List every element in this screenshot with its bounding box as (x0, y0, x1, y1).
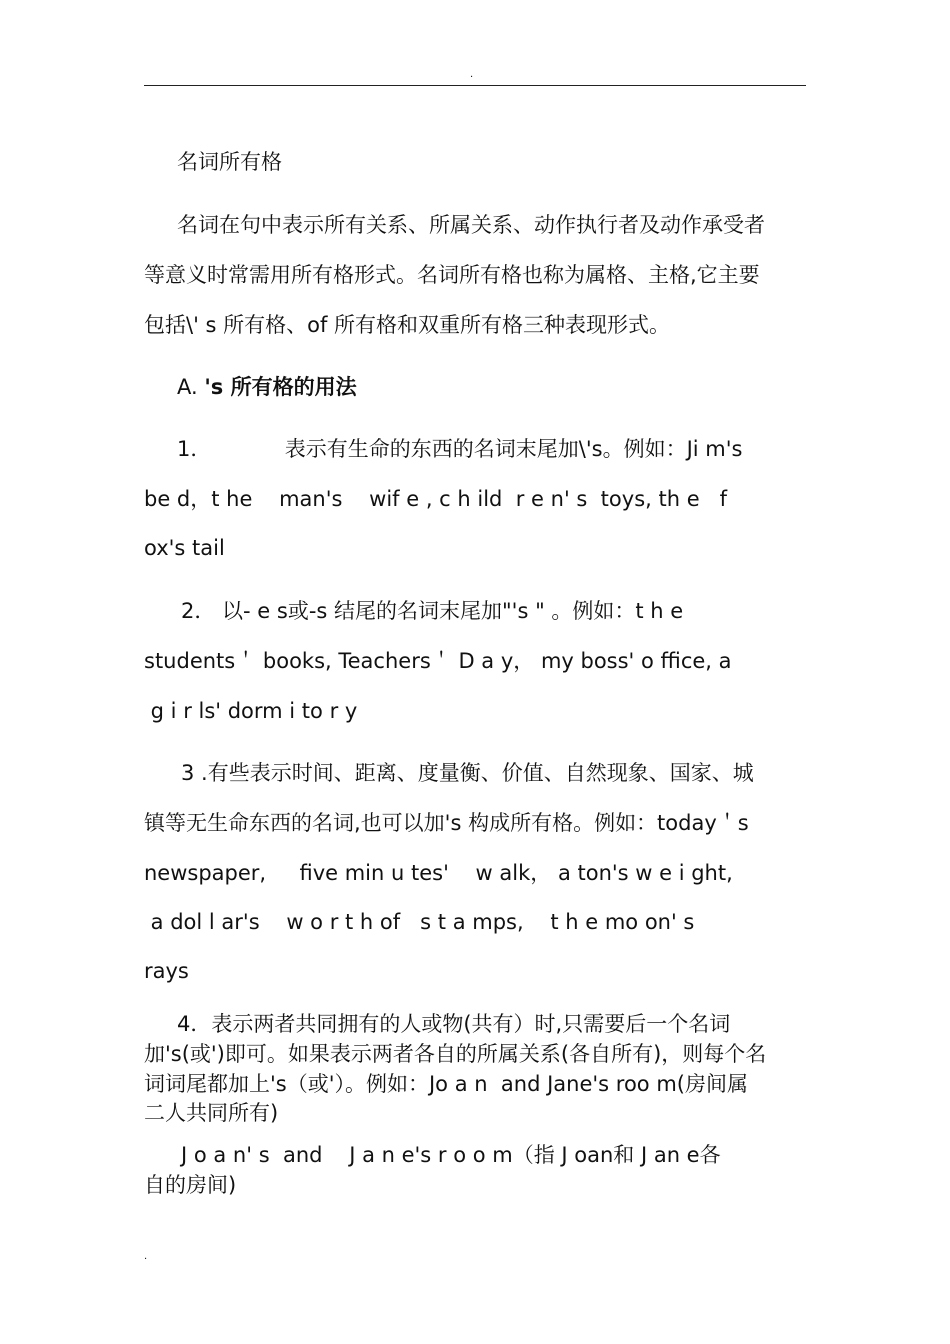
section-a-label: A. (177, 375, 205, 399)
rule1-line-2: be d，t he man's wif e , c h ild r e n' s toys, th e f (144, 487, 728, 511)
rule1-line-1: 1． 表示有生命的东西的名词末尾加\'s。例如：Ji m's (177, 437, 743, 461)
rule4-line-2: 加's(或')即可。如果表示两者各自的所属关系(各自所有)，则每个名 (144, 1042, 767, 1066)
rule3-line-5: rays (144, 959, 189, 983)
intro-line-3: 包括\' s 所有格、of 所有格和双重所有格三种表现形式。 (144, 313, 671, 337)
rule3-line-4: a dol l ar's w o r t h of s t a mps, t h e mo on' s (144, 910, 695, 934)
rule3-line-1: 3 .有些表示时间、距离、度量衡、价值、自然现象、国家、城 (181, 761, 754, 785)
header-rule (144, 85, 806, 86)
rule2-line-2: students＇ books, Teachers＇ D a y， my boss' o ffice, a (144, 649, 732, 673)
rule4-line-3: 词词尾都加上's（或'）。例如：Jo a n and Jane's roo m(房间属 (144, 1072, 748, 1096)
section-a-title: 's 所有格的用法 (204, 375, 357, 399)
footer-mark: . (144, 1251, 148, 1262)
rule4-line-1: 4．表示两者共同拥有的人或物(共有）时,只需要后一个名词 (177, 1012, 731, 1036)
intro-line-2: 等意义时常需用所有格形式。名词所有格也称为属格、主格,它主要 (144, 263, 760, 287)
rule2-line-1: 2． 以- e s或-s 结尾的名词末尾加"'s " 。例如：t h e (181, 599, 684, 623)
header-mark: . (470, 69, 474, 80)
rule4-example-line-2: 自的房间) (144, 1173, 237, 1197)
rule3-line-3: newspaper, five min u tes' w alk， a ton's w e i ght, (144, 861, 733, 885)
rule4-example-line-1: J o a n' s and J a n e's r o o m（指 J oan和 J an e各 (181, 1143, 721, 1167)
rule1-line-3: ox's tail (144, 536, 225, 560)
rule4-line-4: 二人共同所有) (144, 1101, 279, 1125)
rule2-line-3: g i r ls' dorm i to r y (144, 699, 358, 723)
section-a-heading (177, 373, 357, 401)
rule3-line-2: 镇等无生命东西的名词,也可以加's 构成所有格。例如：today＇s (144, 811, 749, 835)
intro-line-1: 名词在句中表示所有关系、所属关系、动作执行者及动作承受者 (177, 213, 765, 237)
page-title: 名词所有格 (177, 150, 282, 174)
